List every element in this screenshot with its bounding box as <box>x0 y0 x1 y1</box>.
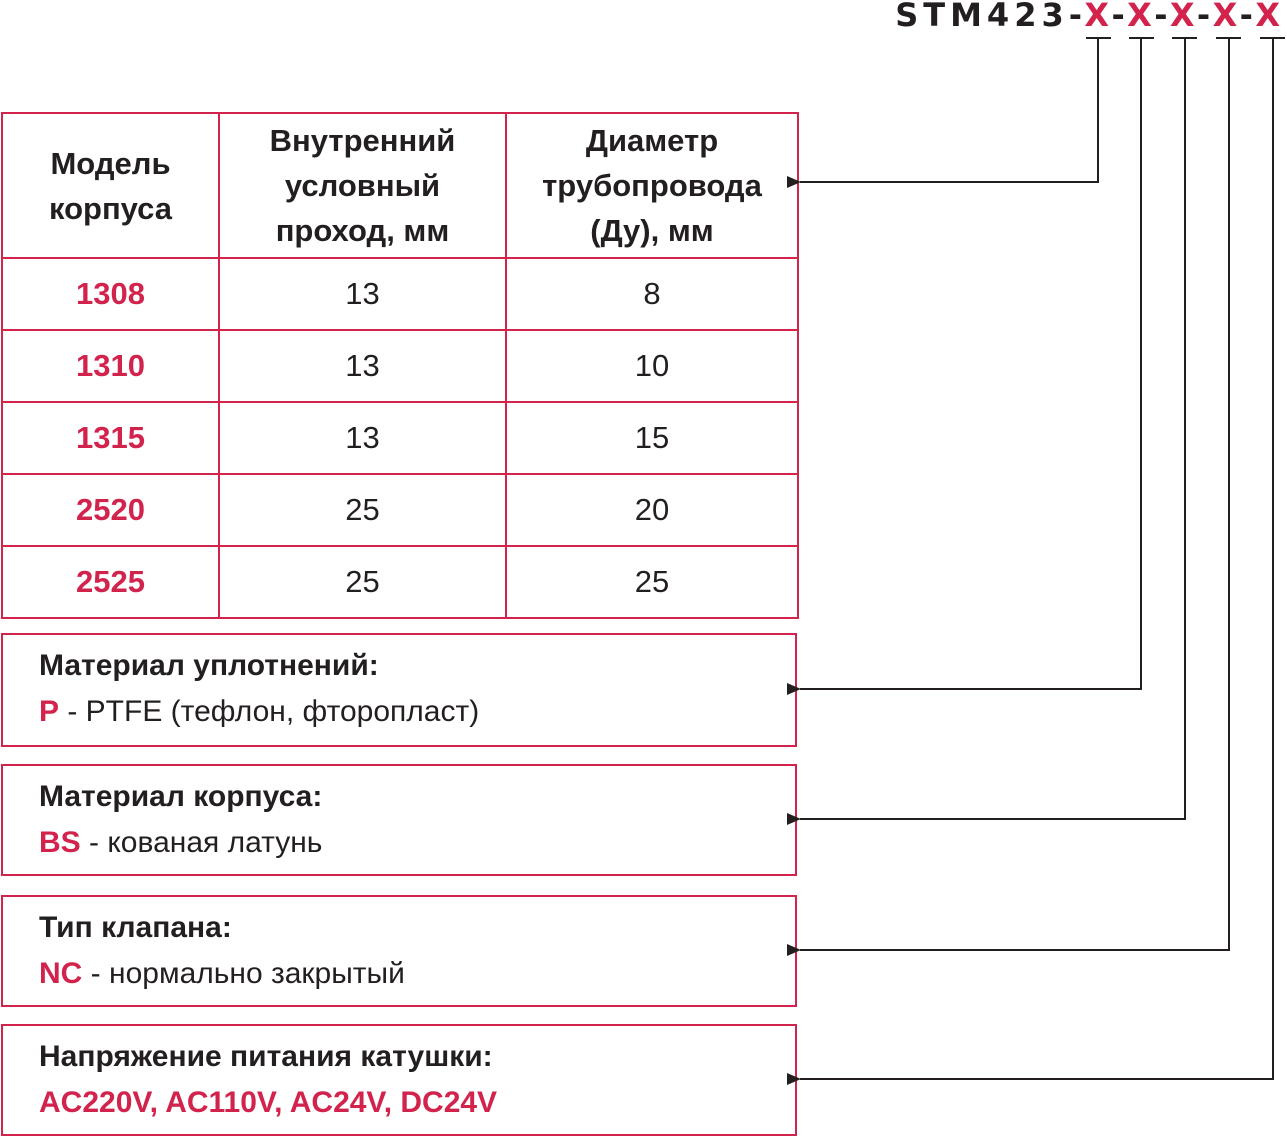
seal-material-option: P - PTFE (тефлон, фторопласт) <box>39 695 480 728</box>
code-slot-2: X <box>1127 0 1155 34</box>
cell-model: 1308 <box>2 258 219 330</box>
cell-inner: 13 <box>219 330 506 402</box>
valve-type-option: NC - нормально закрытый <box>39 957 405 990</box>
cell-model: 2520 <box>2 474 219 546</box>
code-slot-4: X <box>1212 0 1240 34</box>
header-inner-passage: Внутренний условный проход, мм <box>219 113 506 258</box>
cell-diameter: 8 <box>506 258 798 330</box>
connector-slot-1 <box>800 38 1098 182</box>
cell-model: 1310 <box>2 330 219 402</box>
cell-diameter: 20 <box>506 474 798 546</box>
cell-model: 2525 <box>2 546 219 618</box>
seal-material-title: Материал уплотнений: <box>39 649 379 682</box>
connector-slot-3 <box>800 38 1185 819</box>
header-model: Модель корпуса <box>2 113 219 258</box>
cell-inner: 13 <box>219 402 506 474</box>
cell-diameter: 15 <box>506 402 798 474</box>
cell-diameter: 10 <box>506 330 798 402</box>
connector-slot-4 <box>800 38 1229 950</box>
code-slot-3: X <box>1169 0 1197 34</box>
header-pipe-diameter: Диаметр трубопровода (Ду), мм <box>506 113 798 258</box>
cell-inner: 25 <box>219 546 506 618</box>
model-code-prefix: STM423 <box>895 0 1069 34</box>
body-material-option: BS - кованая латунь <box>39 826 323 859</box>
code-slot-5: X <box>1255 0 1285 34</box>
cell-inner: 25 <box>219 474 506 546</box>
valve-type-title: Тип клапана: <box>39 911 232 944</box>
connector-slot-5 <box>800 38 1273 1079</box>
cell-diameter: 25 <box>506 546 798 618</box>
cell-model: 1315 <box>2 402 219 474</box>
code-slot-1: X <box>1084 0 1112 34</box>
cell-inner: 13 <box>219 258 506 330</box>
coil-voltage-title: Напряжение питания катушки: <box>39 1040 493 1073</box>
body-material-title: Материал корпуса: <box>39 780 323 813</box>
connector-slot-2 <box>800 38 1141 689</box>
model-code: STM423-X-X-X-X-X <box>895 0 1285 34</box>
coil-voltage-values: AC220V, AC110V, AC24V, DC24V <box>39 1086 498 1119</box>
